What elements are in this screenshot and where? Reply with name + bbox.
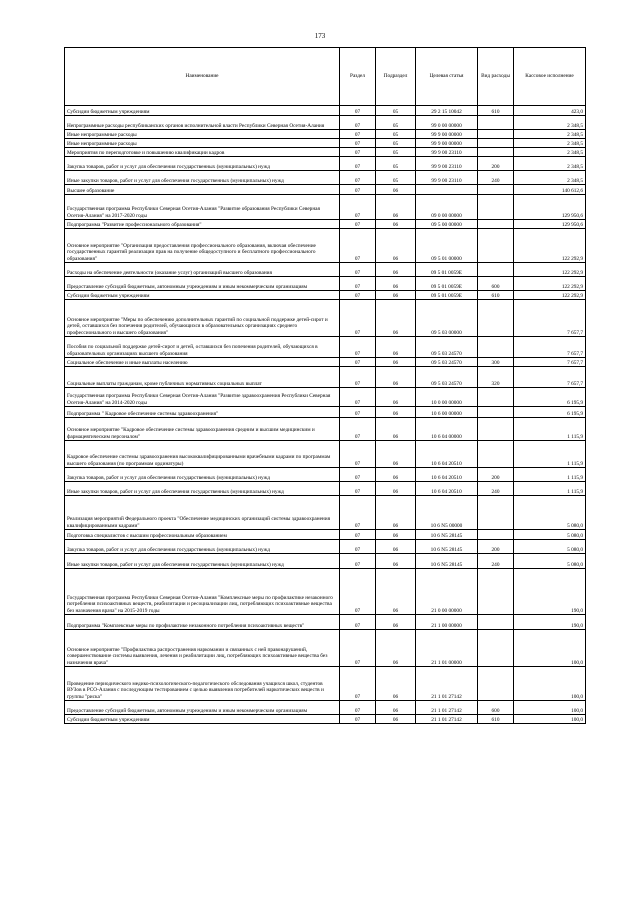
row-statya: 21 1 01 27142 [416, 715, 478, 724]
row-vid [478, 615, 514, 630]
row-name: Предоставление субсидий бюджетным, автономным учреждениям и иным некоммерческим организациям [65, 701, 340, 715]
row-vid: 600 [478, 277, 514, 291]
row-statya: 99 0 00 00000 [416, 116, 478, 130]
row-name: Подпрограмма "Развитие профессионального образования" [65, 220, 340, 229]
row-vid [478, 418, 514, 441]
table-row [65, 220, 586, 229]
table-row [65, 291, 586, 300]
row-razdel: 07 [340, 291, 376, 300]
row-sum: 6 195,9 [514, 388, 586, 407]
row-name: Подпрограмма " Кадровое обеспечение системы здравоохранения" [65, 407, 340, 418]
row-razdel: 07 [340, 407, 376, 418]
row-sum: 100,0 [514, 701, 586, 715]
row-razdel: 07 [340, 130, 376, 139]
row-podrazdel: 05 [376, 106, 416, 116]
row-razdel: 07 [340, 530, 376, 540]
row-vid [478, 139, 514, 148]
row-vid [478, 530, 514, 540]
row-statya: 09 0 00 00000 [416, 195, 478, 220]
row-name: Субсидии бюджетным учреждениям [65, 106, 340, 116]
row-sum: 5 080,0 [514, 540, 586, 554]
row-statya: 21 1 01 27142 [416, 667, 478, 701]
row-podrazdel: 06 [376, 496, 416, 530]
table-row [65, 418, 586, 441]
row-vid [478, 388, 514, 407]
row-podrazdel: 05 [376, 116, 416, 130]
row-statya: 99 9 00 23110 [416, 148, 478, 157]
table-row [65, 300, 586, 337]
row-statya [416, 185, 478, 195]
row-statya: 10 6 04 20510 [416, 441, 478, 468]
row-name: Предоставление субсидий бюджетным, автономным учреждениям и иным некоммерческим организациям [65, 277, 340, 291]
row-podrazdel: 05 [376, 157, 416, 171]
row-podrazdel: 06 [376, 407, 416, 418]
row-name: Закупка товаров, работ и услуг для обеспечения государственных (муниципальных) нужд [65, 157, 340, 171]
table-row [65, 157, 586, 171]
row-vid [478, 220, 514, 229]
row-name: Основное мероприятие "Организация предоставления профессионального образования, включая обеспечение государственных гарантий реализации прав на получение общедоступного и бесплатного профессионального образования" [65, 229, 340, 263]
row-sum: 5 080,0 [514, 530, 586, 540]
row-sum: 129 950,6 [514, 195, 586, 220]
budget-table [64, 47, 586, 724]
row-name: Непрограммные расходы республиканских органов исполнительной власти Республики Северная Осетия-Алания [65, 116, 340, 130]
table-header-row [65, 48, 586, 106]
row-name: Мероприятия по переподготовке и повышению квалификации кадров [65, 148, 340, 157]
row-razdel: 07 [340, 482, 376, 496]
row-statya: 10 6 N5 28145 [416, 530, 478, 540]
row-vid: 200 [478, 468, 514, 482]
row-name: Государственная программа Республики Северная Осетия-Алания "Развитие образования Республики Северная Осетия-Алания" на 2017-2020 годы [65, 195, 340, 220]
row-podrazdel: 06 [376, 358, 416, 367]
table-row [65, 263, 586, 277]
table-row [65, 468, 586, 482]
row-podrazdel: 06 [376, 337, 416, 358]
row-razdel: 07 [340, 358, 376, 367]
row-name: Подпрограмма "Комплексные меры по профилактике незаконного потребления психоактивных веществ" [65, 615, 340, 630]
table-row [65, 229, 586, 263]
row-vid [478, 407, 514, 418]
table-row [65, 554, 586, 569]
row-vid [478, 148, 514, 157]
row-sum: 100,0 [514, 630, 586, 667]
row-vid: 240 [478, 482, 514, 496]
row-razdel: 07 [340, 263, 376, 277]
row-podrazdel: 06 [376, 701, 416, 715]
row-vid [478, 185, 514, 195]
row-statya: 99 9 00 23110 [416, 171, 478, 185]
table-row [65, 496, 586, 530]
row-statya: 09 5 01 0059Е [416, 277, 478, 291]
row-razdel: 07 [340, 418, 376, 441]
row-name: Иные непрограммные расходы [65, 130, 340, 139]
row-podrazdel: 06 [376, 468, 416, 482]
row-sum: 129 950,6 [514, 220, 586, 229]
row-statya: 09 5 01 0059Е [416, 263, 478, 277]
row-razdel: 07 [340, 157, 376, 171]
table-row [65, 630, 586, 667]
row-sum: 140 612,6 [514, 185, 586, 195]
row-name: Иные закупки товаров, работ и услуг для обеспечения государственных (муниципальных) нужд [65, 482, 340, 496]
row-podrazdel: 06 [376, 220, 416, 229]
row-sum: 100,0 [514, 667, 586, 701]
row-name: Основное мероприятие "Меры по обеспечению дополнительных гарантий по социальной поддержке детей-сирот и детей, оставшихся без попечения родителей, обучающихся в образовательных организациях среднего профессионального и высшего образования" [65, 300, 340, 337]
row-vid [478, 496, 514, 530]
row-podrazdel: 05 [376, 148, 416, 157]
row-statya: 21 0 00 00000 [416, 569, 478, 615]
row-name: Проведение периодического медико-психологического-педагогического обследования учащихся школ, студентов ВУЗов в РСО-Алания с последующим тестированием с целью выявления потребителей наркотических веществ и группы "риска" [65, 667, 340, 701]
row-podrazdel: 06 [376, 482, 416, 496]
row-vid [478, 116, 514, 130]
row-name: Основное мероприятие "Кадровое обеспечение системы здравоохранения средним и высшим медицинским и фармацевтическим персоналом" [65, 418, 340, 441]
row-sum: 7 657,7 [514, 300, 586, 337]
row-sum: 7 657,7 [514, 358, 586, 367]
row-podrazdel: 06 [376, 300, 416, 337]
row-name: Закупка товаров, работ и услуг для обеспечения государственных (муниципальных) нужд [65, 540, 340, 554]
header-podrazdel: Подраздел [376, 48, 416, 106]
row-razdel: 07 [340, 195, 376, 220]
row-vid: 610 [478, 106, 514, 116]
row-vid [478, 195, 514, 220]
header-statya: Целевая статья [416, 48, 478, 106]
row-name: Социальные выплаты гражданам, кроме публичных нормативных социальных выплат [65, 367, 340, 388]
table-row [65, 540, 586, 554]
table-row [65, 116, 586, 130]
row-razdel: 07 [340, 220, 376, 229]
header-name: Наименование [65, 48, 340, 106]
row-statya: 10 6 00 00000 [416, 407, 478, 418]
row-podrazdel: 06 [376, 263, 416, 277]
row-name: Расходы на обеспечение деятельности (оказание услуг) организаций высшего образования [65, 263, 340, 277]
row-vid: 610 [478, 715, 514, 724]
row-vid: 240 [478, 171, 514, 185]
header-sum: Кассовое исполнение [514, 48, 586, 106]
row-podrazdel: 05 [376, 171, 416, 185]
table-row [65, 195, 586, 220]
row-sum: 7 657,7 [514, 337, 586, 358]
row-razdel: 07 [340, 540, 376, 554]
table-row [65, 277, 586, 291]
row-vid [478, 667, 514, 701]
row-razdel: 07 [340, 139, 376, 148]
row-sum: 122 292,9 [514, 263, 586, 277]
row-name: Подготовка специалистов с высшим профессиональным образованием [65, 530, 340, 540]
row-podrazdel: 06 [376, 291, 416, 300]
table-row [65, 139, 586, 148]
row-sum: 122 292,9 [514, 277, 586, 291]
row-vid: 600 [478, 701, 514, 715]
table-row [65, 667, 586, 701]
row-razdel: 07 [340, 630, 376, 667]
row-vid [478, 630, 514, 667]
row-statya: 09 5 03 24570 [416, 358, 478, 367]
row-vid [478, 441, 514, 468]
row-statya: 29 2 15 10042 [416, 106, 478, 116]
table-row [65, 441, 586, 468]
row-sum: 5 080,0 [514, 496, 586, 530]
table-body [65, 106, 586, 724]
row-name: Иные закупки товаров, работ и услуг для обеспечения государственных (муниципальных) нужд [65, 171, 340, 185]
row-sum: 190,0 [514, 615, 586, 630]
row-name: Основное мероприятие "Профилактика распространения наркомании и связанных с ней правонарушений, совершенствование системы выявления, лечения и реабилитации лиц, потребляющих психоактивные вещества без назначения врача" [65, 630, 340, 667]
row-podrazdel: 06 [376, 615, 416, 630]
row-razdel: 07 [340, 116, 376, 130]
row-statya: 09 5 00 00000 [416, 220, 478, 229]
row-statya: 09 5 03 24570 [416, 367, 478, 388]
row-sum: 7 657,7 [514, 367, 586, 388]
row-name: Государственная программа Республики Северная Осетия-Алания "Комплексные меры по профилактике незаконного потребления психоактивных веществ, реабилитации и ресоциализации лиц, потребляющих психоактивные вещества без назначения врача" на 2015-2019 годы [65, 569, 340, 615]
row-statya: 09 5 01 00000 [416, 229, 478, 263]
row-razdel: 07 [340, 701, 376, 715]
table-row [65, 130, 586, 139]
row-statya: 10 6 N5 28145 [416, 540, 478, 554]
row-podrazdel: 06 [376, 667, 416, 701]
table-row [65, 407, 586, 418]
row-sum: 1 115,9 [514, 441, 586, 468]
row-podrazdel: 06 [376, 715, 416, 724]
row-podrazdel: 06 [376, 367, 416, 388]
row-statya: 99 9 00 23110 [416, 157, 478, 171]
row-sum: 2 348,5 [514, 157, 586, 171]
row-sum: 2 348,5 [514, 139, 586, 148]
row-name: Субсидии бюджетным учреждениям [65, 715, 340, 724]
row-statya: 99 9 00 00000 [416, 139, 478, 148]
row-vid: 320 [478, 367, 514, 388]
row-sum: 6 195,9 [514, 407, 586, 418]
row-vid [478, 300, 514, 337]
row-sum: 1 115,9 [514, 418, 586, 441]
row-vid [478, 337, 514, 358]
row-podrazdel: 06 [376, 540, 416, 554]
table-row [65, 482, 586, 496]
row-vid [478, 229, 514, 263]
row-razdel: 07 [340, 148, 376, 157]
row-statya: 10 6 04 20510 [416, 482, 478, 496]
row-razdel: 07 [340, 106, 376, 116]
row-name: Пособия по социальной поддержке детей-сирот и детей, оставшихся без попечения родителей, обучающихся в образовательных организациях высшего образования [65, 337, 340, 358]
row-vid [478, 263, 514, 277]
row-podrazdel: 06 [376, 418, 416, 441]
row-podrazdel: 06 [376, 630, 416, 667]
table-row [65, 171, 586, 185]
row-vid: 610 [478, 291, 514, 300]
row-razdel: 07 [340, 615, 376, 630]
row-podrazdel: 06 [376, 185, 416, 195]
row-podrazdel: 06 [376, 229, 416, 263]
row-podrazdel: 06 [376, 195, 416, 220]
table-row [65, 388, 586, 407]
row-razdel: 07 [340, 715, 376, 724]
row-razdel: 07 [340, 554, 376, 569]
row-statya: 10 6 N5 28145 [416, 554, 478, 569]
table-row [65, 148, 586, 157]
row-statya: 21 1 01 00000 [416, 630, 478, 667]
row-sum: 2 348,5 [514, 148, 586, 157]
row-razdel: 07 [340, 185, 376, 195]
row-sum: 100,0 [514, 715, 586, 724]
row-razdel: 07 [340, 229, 376, 263]
row-razdel: 07 [340, 277, 376, 291]
row-razdel: 07 [340, 388, 376, 407]
row-vid: 200 [478, 540, 514, 554]
row-vid [478, 130, 514, 139]
row-name: Иные непрограммные расходы [65, 139, 340, 148]
table-row [65, 106, 586, 116]
row-name: Иные закупки товаров, работ и услуг для обеспечения государственных (муниципальных) нужд [65, 554, 340, 569]
row-name: Реализация мероприятий Федерального проекта "Обеспечение медицинских организаций системы здравоохранения квалифицированными кадрами" [65, 496, 340, 530]
row-podrazdel: 06 [376, 554, 416, 569]
row-statya: 99 9 00 00000 [416, 130, 478, 139]
row-razdel: 07 [340, 667, 376, 701]
row-name: Кадровое обеспечение системы здравоохранения высококвалифицированными врачебными кадрами по программам высшего образования (по программам ординатуры) [65, 441, 340, 468]
table-row [65, 701, 586, 715]
table-row [65, 367, 586, 388]
table-row [65, 569, 586, 615]
row-sum: 2 348,5 [514, 171, 586, 185]
row-razdel: 07 [340, 337, 376, 358]
row-sum: 1 115,9 [514, 468, 586, 482]
row-podrazdel: 06 [376, 530, 416, 540]
row-statya: 10 6 04 00000 [416, 418, 478, 441]
row-name: Государственная программа Республики Северная Осетия-Алания "Развитие здравоохранения Республики Северная Осетия-Алания" на 2014-2020 годы [65, 388, 340, 407]
row-razdel: 07 [340, 468, 376, 482]
row-sum: 2 348,5 [514, 130, 586, 139]
table-row [65, 615, 586, 630]
row-statya: 21 1 01 27142 [416, 701, 478, 715]
row-sum: 2 348,5 [514, 116, 586, 130]
row-sum: 423,0 [514, 106, 586, 116]
header-vid: Вид расходы [478, 48, 514, 106]
row-name: Высшее образование [65, 185, 340, 195]
row-vid: 300 [478, 358, 514, 367]
row-name: Закупка товаров, работ и услуг для обеспечения государственных (муниципальных) нужд [65, 468, 340, 482]
row-name: Субсидии бюджетным учреждениям [65, 291, 340, 300]
row-statya: 09 5 01 0059Е [416, 291, 478, 300]
row-podrazdel: 06 [376, 388, 416, 407]
row-statya: 09 5 03 00000 [416, 300, 478, 337]
row-sum: 122 292,9 [514, 291, 586, 300]
row-sum: 5 080,0 [514, 554, 586, 569]
row-statya: 10 0 00 00000 [416, 388, 478, 407]
table-row [65, 185, 586, 195]
header-razdel: Раздел [340, 48, 376, 106]
row-sum: 190,0 [514, 569, 586, 615]
row-razdel: 07 [340, 441, 376, 468]
row-vid [478, 569, 514, 615]
row-razdel: 07 [340, 569, 376, 615]
table-row [65, 358, 586, 367]
row-name: Социальное обеспечение и иные выплаты населению [65, 358, 340, 367]
table-row [65, 530, 586, 540]
row-podrazdel: 06 [376, 441, 416, 468]
table-row [65, 337, 586, 358]
row-statya: 10 6 04 20510 [416, 468, 478, 482]
row-vid: 200 [478, 157, 514, 171]
table-row [65, 715, 586, 724]
row-sum: 1 115,9 [514, 482, 586, 496]
row-razdel: 07 [340, 367, 376, 388]
row-podrazdel: 05 [376, 130, 416, 139]
page-number: 173 [314, 32, 326, 40]
row-razdel: 07 [340, 300, 376, 337]
row-podrazdel: 05 [376, 139, 416, 148]
row-razdel: 07 [340, 171, 376, 185]
row-podrazdel: 06 [376, 277, 416, 291]
row-statya: 21 1 00 00000 [416, 615, 478, 630]
row-statya: 10 6 N5 00000 [416, 496, 478, 530]
row-podrazdel: 06 [376, 569, 416, 615]
row-vid: 240 [478, 554, 514, 569]
row-razdel: 07 [340, 496, 376, 530]
row-statya: 09 5 03 24570 [416, 337, 478, 358]
row-sum: 122 292,9 [514, 229, 586, 263]
